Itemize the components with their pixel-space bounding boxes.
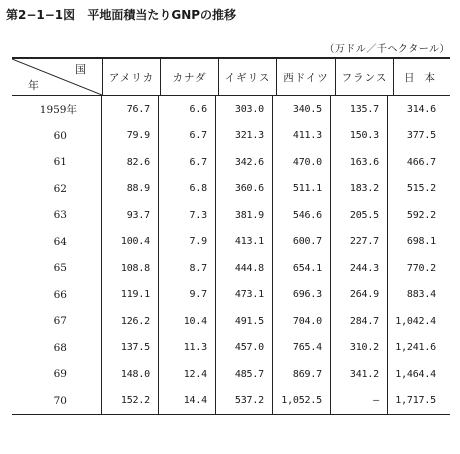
value-cell-canada: 8.7 <box>159 255 216 282</box>
figure-title: 平地面積当たりGNPの推移 <box>87 8 237 22</box>
value-cell-france: 227.7 <box>331 229 388 256</box>
value-cell-france: — <box>331 388 388 415</box>
value-cell-uk: 485.7 <box>216 361 273 388</box>
table-row <box>12 176 450 203</box>
year-cell: 68 <box>12 335 102 362</box>
table-bottom-rule <box>12 414 450 415</box>
year-cell: 67 <box>12 308 102 335</box>
year-cell: 63 <box>12 202 102 229</box>
value-cell-canada: 9.7 <box>159 282 216 309</box>
value-cell-usa: 93.7 <box>102 202 159 229</box>
figure-number: 第2−1−1図 <box>6 8 76 22</box>
table-row <box>12 229 450 256</box>
column-header-japan <box>394 59 446 95</box>
value-cell-uk: 321.3 <box>216 123 273 150</box>
table-row <box>12 123 450 150</box>
column-header-west-germany: 西ドイツ <box>277 59 336 95</box>
value-cell-usa: 152.2 <box>102 388 159 415</box>
year-cell: 70 <box>12 388 102 415</box>
value-cell-japan: 466.7 <box>406 156 436 168</box>
value-cell-usa: 79.9 <box>102 123 159 150</box>
value-cell-japan: 1,042.4 <box>395 315 436 327</box>
value-cell-west-germany: 1,052.5 <box>273 388 331 415</box>
year-cell: 66 <box>12 282 102 309</box>
corner-diagonal <box>12 59 102 95</box>
gnp-table <box>12 57 450 415</box>
value-cell-uk: 381.9 <box>216 202 273 229</box>
unit-label: （万ドル／千ヘクタール） <box>324 44 450 55</box>
value-cell-france: 205.5 <box>331 202 388 229</box>
value-cell-uk: 360.6 <box>216 176 273 203</box>
year-cell: 62 <box>12 176 102 203</box>
value-cell-japan: 698.1 <box>406 236 436 248</box>
value-cell-west-germany: 869.7 <box>273 361 331 388</box>
value-cell-japan: 883.4 <box>406 289 436 301</box>
value-cell-france: 183.2 <box>331 176 388 203</box>
table-row <box>12 335 450 362</box>
value-cell-uk: 473.1 <box>216 282 273 309</box>
value-cell-france: 244.3 <box>331 255 388 282</box>
table-row <box>12 388 450 415</box>
value-cell-france: 284.7 <box>331 308 388 335</box>
value-cell-usa: 82.6 <box>102 149 159 176</box>
table-row <box>12 308 450 335</box>
corner-country-label: 国 <box>75 63 86 76</box>
value-cell-france: 163.6 <box>331 149 388 176</box>
value-cell-japan: 1,717.5 <box>395 395 436 407</box>
value-cell-japan: 1,464.4 <box>395 368 436 380</box>
value-cell-japan: 377.5 <box>406 130 436 142</box>
value-cell-west-germany: 696.3 <box>273 282 331 309</box>
value-cell-france: 341.2 <box>331 361 388 388</box>
column-header-uk: イギリス <box>219 59 277 95</box>
table-row <box>12 255 450 282</box>
value-cell-japan: 314.6 <box>406 103 436 115</box>
value-cell-japan: 1,241.6 <box>395 342 436 354</box>
value-cell-uk: 457.0 <box>216 335 273 362</box>
value-cell-canada: 7.9 <box>159 229 216 256</box>
value-cell-uk: 413.1 <box>216 229 273 256</box>
japan-char-2: 本 <box>424 71 436 84</box>
value-cell-uk: 491.5 <box>216 308 273 335</box>
value-cell-canada: 6.8 <box>159 176 216 203</box>
year-cell: 65 <box>12 255 102 282</box>
column-header-france: フランス <box>336 59 394 95</box>
value-cell-canada: 6.7 <box>159 123 216 150</box>
year-cell: 1959年 <box>12 96 102 123</box>
value-cell-usa: 148.0 <box>102 361 159 388</box>
value-cell-usa: 100.4 <box>102 229 159 256</box>
table-row <box>12 282 450 309</box>
value-cell-japan: 592.2 <box>406 209 436 221</box>
corner-year-label: 年 <box>28 79 39 92</box>
value-cell-france: 310.2 <box>331 335 388 362</box>
value-cell-japan: 515.2 <box>406 183 436 195</box>
value-cell-japan: 770.2 <box>406 262 436 274</box>
table-row <box>12 149 450 176</box>
value-cell-usa: 126.2 <box>102 308 159 335</box>
value-cell-west-germany: 704.0 <box>273 308 331 335</box>
value-cell-france: 150.3 <box>331 123 388 150</box>
value-cell-west-germany: 654.1 <box>273 255 331 282</box>
value-cell-west-germany: 600.7 <box>273 229 331 256</box>
value-cell-west-germany: 546.6 <box>273 202 331 229</box>
value-cell-usa: 76.7 <box>102 96 159 123</box>
value-cell-canada: 10.4 <box>159 308 216 335</box>
figure-title-line <box>6 6 236 23</box>
value-cell-uk: 537.2 <box>216 388 273 415</box>
japan-char-1: 日 <box>404 71 416 84</box>
value-cell-uk: 342.6 <box>216 149 273 176</box>
value-cell-uk: 444.8 <box>216 255 273 282</box>
value-cell-west-germany: 765.4 <box>273 335 331 362</box>
year-cell: 69 <box>12 361 102 388</box>
value-cell-canada: 11.3 <box>159 335 216 362</box>
value-cell-canada: 6.7 <box>159 149 216 176</box>
value-cell-canada: 12.4 <box>159 361 216 388</box>
value-cell-west-germany: 470.0 <box>273 149 331 176</box>
value-cell-usa: 88.9 <box>102 176 159 203</box>
value-cell-france: 135.7 <box>331 96 388 123</box>
value-cell-france: 264.9 <box>331 282 388 309</box>
table-row <box>12 361 450 388</box>
table-row <box>12 202 450 229</box>
value-cell-usa: 119.1 <box>102 282 159 309</box>
value-cell-canada: 6.6 <box>159 96 216 123</box>
table-header-row <box>12 59 450 96</box>
value-cell-canada: 14.4 <box>159 388 216 415</box>
value-cell-west-germany: 511.1 <box>273 176 331 203</box>
value-cell-canada: 7.3 <box>159 202 216 229</box>
table-row <box>12 96 450 123</box>
year-cell: 60 <box>12 123 102 150</box>
value-cell-uk: 303.0 <box>216 96 273 123</box>
header-corner-cell <box>12 59 103 95</box>
year-cell: 64 <box>12 229 102 256</box>
value-cell-usa: 137.5 <box>102 335 159 362</box>
column-header-canada: カナダ <box>161 59 219 95</box>
value-cell-usa: 108.8 <box>102 255 159 282</box>
value-cell-west-germany: 411.3 <box>273 123 331 150</box>
year-cell: 61 <box>12 149 102 176</box>
table-body <box>12 96 450 414</box>
column-header-usa: アメリカ <box>103 59 161 95</box>
value-cell-west-germany: 340.5 <box>273 96 331 123</box>
